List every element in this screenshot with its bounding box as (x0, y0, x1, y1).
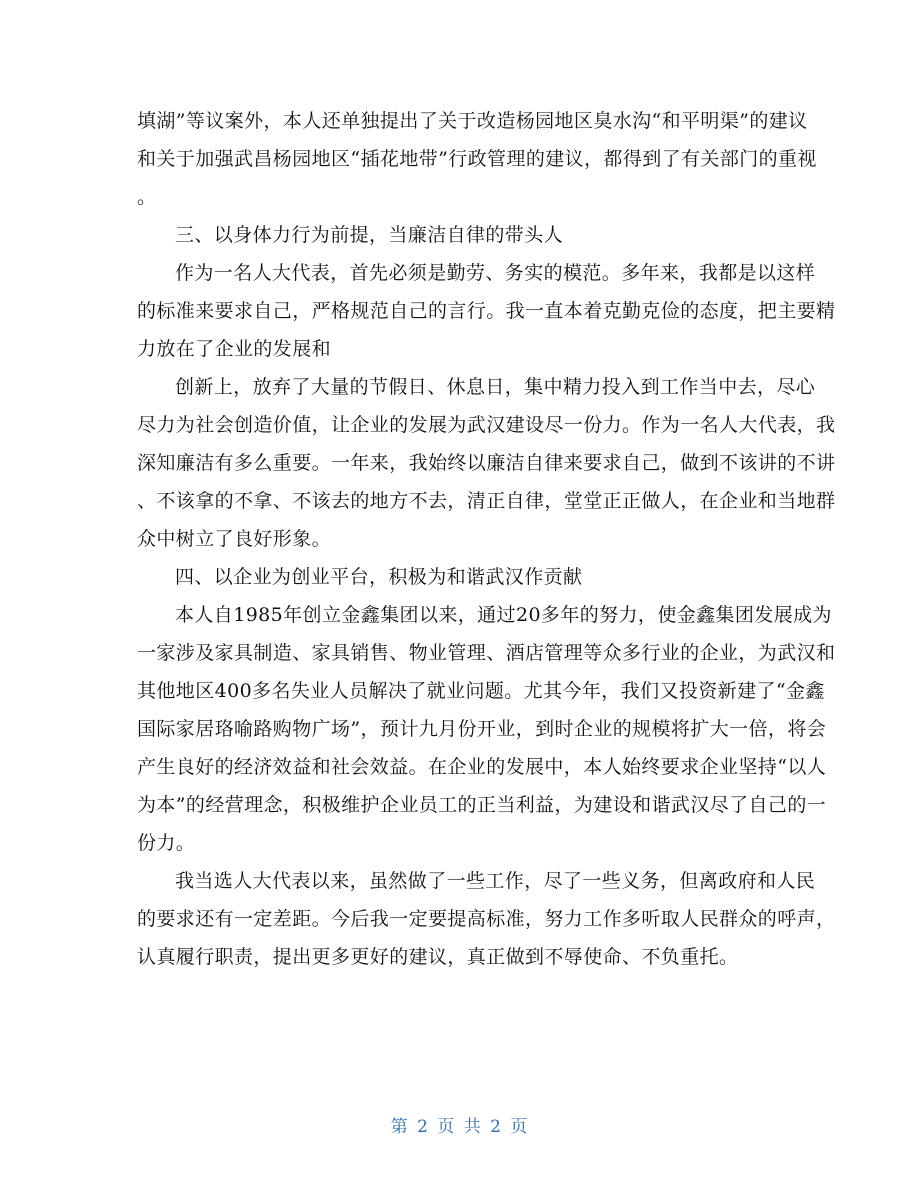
text-line: 份力。 (137, 832, 196, 854)
text-line: 产生良好的经济效益和社会效益。在企业的发展中，本人始终要求企业坚持“以人 (137, 756, 827, 778)
text-line: 其他地区400多名失业人员解决了就业问题。尤其今年，我们又投资新建了“金鑫 (137, 680, 825, 702)
text-line: 深知廉洁有多么重要。一年来，我始终以廉洁自律来要求自己，做到不该讲的不讲 (137, 452, 836, 474)
text-line: 众中树立了良好形象。 (137, 528, 332, 550)
text-line: 的要求还有一定差距。今后我一定要提高标准，努力工作多听取人民群众的呼声， (137, 908, 836, 930)
section-heading: 三、以身体力行为前提，当廉洁自律的带头人 (175, 224, 564, 246)
text-line: 为本”的经营理念，积极维护企业员工的正当利益，为建设和谐武汉尽了自己的一 (137, 794, 827, 816)
text-line: 力放在了企业的发展和 (137, 338, 332, 360)
paragraph-start-line: 作为一名人大代表，首先必须是勤劳、务实的模范。多年来，我都是以这样 (175, 262, 816, 284)
document-body (137, 102, 836, 976)
text-line: 。 (137, 186, 157, 208)
paragraph-start-line: 本人自1985年创立金鑫集团以来，通过20多年的努力，使金鑫集团发展成为 (175, 604, 832, 626)
text-line: 尽力为社会创造价值，让企业的发展为武汉建设尽一份力。作为一名人大代表，我 (137, 414, 836, 436)
paragraph-start-line: 创新上，放弃了大量的节假日、休息日，集中精力投入到工作当中去，尽心 (175, 376, 816, 398)
section-heading: 四、以企业为创业平台，积极为和谐武汉作贡献 (175, 566, 583, 588)
text-line: 认真履行职责，提出更多更好的建议，真正做到不辱使命、不负重托。 (137, 946, 739, 968)
text-line: 一家涉及家具制造、家具销售、物业管理、酒店管理等众多行业的企业，为武汉和 (137, 642, 836, 664)
text-line: 国际家居珞喻路购物广场”，预计九月份开业，到时企业的规模将扩大一倍，将会 (137, 718, 827, 740)
paragraph-start-line: 我当选人大代表以来，虽然做了一些工作，尽了一些义务，但离政府和人民 (175, 870, 816, 892)
text-line: 的标准来要求自己，严格规范自己的言行。我一直本着克勤克俭的态度，把主要精 (137, 300, 836, 322)
text-line: 、不该拿的不拿、不该去的地方不去，清正自律，堂堂正正做人，在企业和当地群 (137, 490, 836, 512)
text-line: 和关于加强武昌杨园地区“插花地带”行政管理的建议，都得到了有关部门的重视 (137, 148, 817, 170)
text-line: 填湖”等议案外，本人还单独提出了关于改造杨园地区臭水沟“和平明渠”的建议 (137, 110, 808, 132)
page-number-footer: 第 2 页 共 2 页 (390, 1117, 530, 1137)
